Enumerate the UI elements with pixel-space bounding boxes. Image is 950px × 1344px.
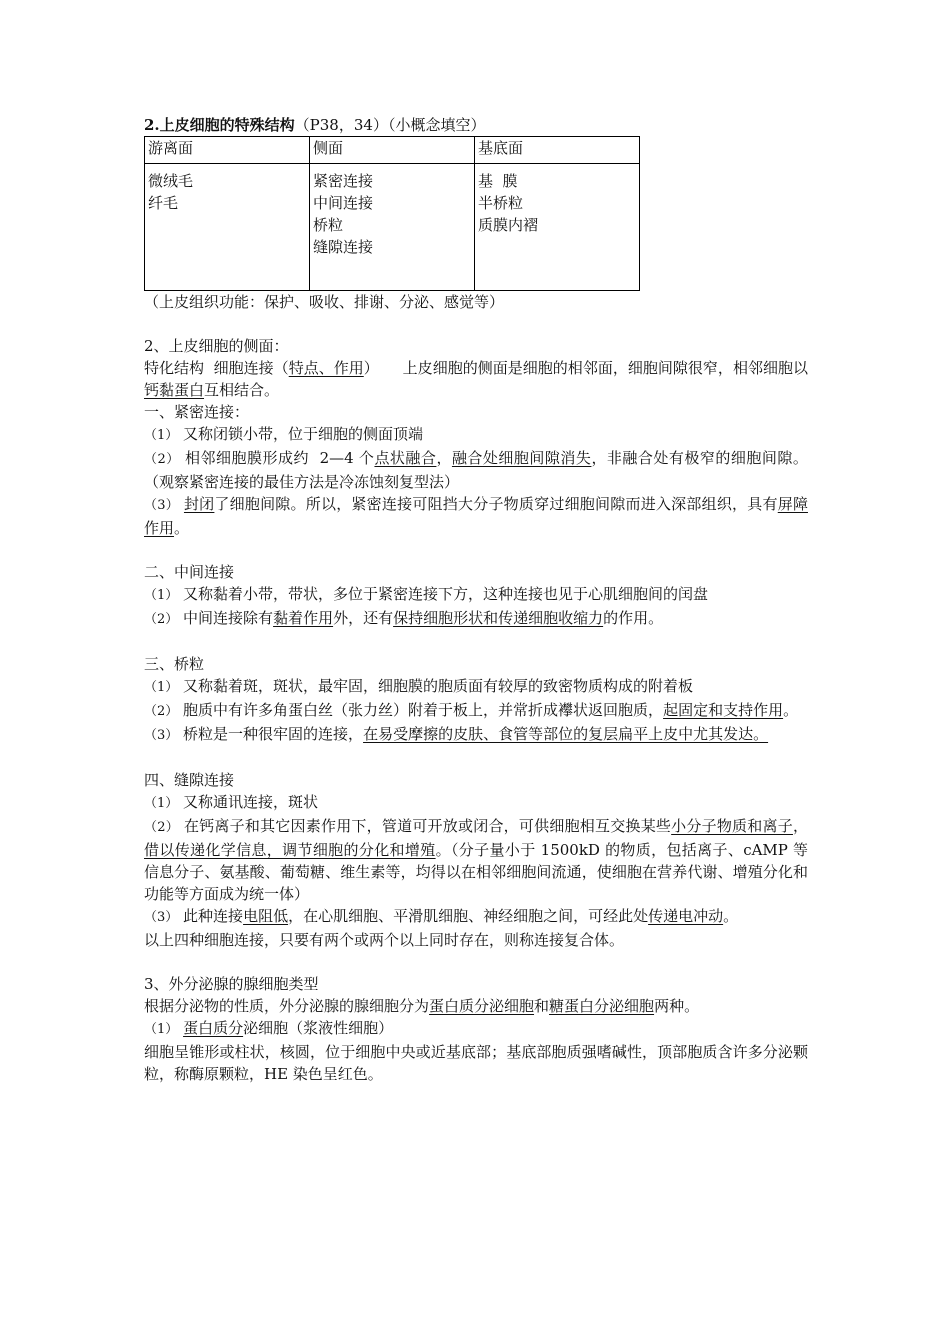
cell-item: 基 膜 [478,172,518,190]
underlined-term: 保持细胞形状和传递细胞收缩力 [393,609,604,627]
junction-summary: 以上四种细胞连接，只要有两个或两个以上同时存在，则称连接复合体。 [144,931,625,949]
cell-item: 紧密连接 [313,172,374,190]
item-number: （1） [144,428,179,443]
section-title-bold: 2.上皮细胞的特殊结构 [144,116,295,134]
lateral-heading: 2、上皮细胞的侧面： [144,337,289,355]
spacer [144,631,808,653]
underlined-term: 特点、作用 [288,359,364,377]
cell-item: 中间连接 [313,194,374,212]
underlined-term: 传递电冲动 [648,907,724,925]
item-number: （3） [144,910,179,925]
underlined-term: 屏障作用 [144,495,808,537]
text-run: 在钙离子和其它因素作用下，管道可开放或闭合，可供细胞相互交换某些 [178,817,672,835]
text-run: ， [436,449,452,467]
list-item [144,1017,808,1041]
tight-junction-heading: 一、紧密连接： [144,403,250,421]
desmosome-heading: 三、桥粒 [144,655,205,673]
text-run: 外，还有 [333,609,394,627]
item-number: （2） [144,612,179,627]
structure-table [144,136,640,291]
underlined-term: 黏着作用 [273,609,334,627]
header-basal-surface: 基底面 [475,137,640,164]
cell-item: 微绒毛 [148,172,194,190]
list-item [144,493,808,539]
section-title [144,114,808,136]
lateral-intro [144,357,808,401]
item-number: （1） [144,796,179,811]
gap-junction-heading: 四、缝隙连接 [144,771,235,789]
gland-intro [144,995,808,1017]
underlined-term: 封闭 [183,495,215,513]
list-item [144,815,808,905]
header-lateral-surface: 侧面 [310,137,475,164]
list-item [144,423,808,447]
text-run: 此种连接 [178,907,244,925]
text-run: 互相结合。 [204,381,280,399]
text-run: 桥粒是一种很牢固的连接， [178,725,364,743]
text-run: 特化结构 细胞连接（ [144,359,289,377]
cell-description: 细胞呈锥形或柱状，核圆，位于细胞中央或近基底部；基底部胞质强嗜碱性，顶部胞质含许多分泌颗粒，称酶原颗粒，HE 染色呈红色。 [144,1043,808,1083]
spacer [144,313,808,335]
list-item [144,723,808,747]
list-item [144,905,808,929]
intermediate-junction-heading: 二、中间连接 [144,563,235,581]
text-run: 又称黏着小带，带状，多位于紧密连接下方，这种连接也见于心肌细胞间的闰盘 [178,585,709,603]
document-page [144,114,808,1085]
spacer [144,747,808,769]
underlined-term: 钙黏蛋白 [144,381,205,399]
item-number: （1） [144,680,179,695]
underlined-term: 糖蛋白分泌细胞 [549,997,655,1015]
list-item [144,447,808,493]
list-item [144,607,808,631]
underlined-term: 蛋白质分 [183,1019,244,1037]
text-run: 中间连接除有 [178,609,274,627]
list-item [144,675,808,699]
item-number: （3） [144,728,179,743]
text-run: 胞质中有许多角蛋白丝（张力丝）附着于板上，并常折成襻状返回胞质， [178,701,664,719]
text-run: 两种。 [654,997,700,1015]
cell-item: 质膜内褶 [478,216,539,234]
text-run: 又称黏着斑，斑状，最牢固，细胞膜的胞质面有较厚的致密物质构成的附着板 [178,677,694,695]
section-title-note: （P38，34）（小概念填空） [294,116,486,134]
text-run: 泌细胞（浆液性细胞） [243,1019,394,1037]
text-run: ，非融合处有极窄的细胞间隙。（观察紧密连接的最佳方法是冷冻蚀刻复型法） [144,449,808,491]
text-run: ） 上皮细胞的侧面是细胞的相邻面，细胞间隙很窄，相邻细胞以 [363,359,808,377]
text-run: 。 [783,701,799,719]
text-run: 了细胞间隙。所以，紧密连接可阻挡大分子物质穿过细胞间隙而进入深部组织，具有 [214,495,778,513]
underlined-term: 起固定和支持作用 [663,701,784,719]
gland-heading: 3、外分泌腺的腺细胞类型 [144,975,319,993]
list-item [144,699,808,723]
cell-item: 桥粒 [313,216,344,234]
cell-item: 半桥粒 [478,194,524,212]
text-run: 相邻细胞膜形成约 2—4 个 [179,449,375,467]
list-item [144,791,808,815]
cell-basal-surface [475,164,640,291]
cell-free-surface [145,164,310,291]
underlined-term: 蛋白质分泌细胞 [429,997,535,1015]
table-content-row [145,164,640,291]
text-run: ， [792,817,808,835]
text-run: 。（分子量小于 1500kD 的物质，包括离子、cAMP 等信息分子、氨基酸、葡萄糖、维生素等，均得以在相邻细胞间流通，使细胞在营养代谢、增殖分化和功能等方面成为统一体） [144,841,808,903]
item-number: （2） [144,452,180,467]
underlined-term: 点状融合 [374,449,437,467]
cell-item: 纤毛 [148,194,179,212]
text-run: 根据分泌物的性质，外分泌腺的腺细胞分为 [144,997,430,1015]
cell-item: 缝隙连接 [313,238,374,256]
spacer [144,951,808,973]
function-note: （上皮组织功能：保护、吸收、排谢、分泌、感觉等） [144,293,505,311]
cell-lateral-surface [310,164,475,291]
item-number: （1） [144,588,179,603]
text-run: 又称通讯连接，斑状 [178,793,319,811]
header-free-surface: 游离面 [145,137,310,164]
underlined-term: 电阻低 [243,907,289,925]
underlined-term: 小分子物质和离子 [671,817,793,835]
item-number: （1） [144,1022,179,1037]
text-run: 又称闭锁小带，位于细胞的侧面顶端 [178,425,424,443]
underlined-term: 在易受摩擦的皮肤、食管等部位的复层扁平上皮中尤其发达。 [363,725,769,743]
text-run: 和 [534,997,550,1015]
item-number: （3） [144,498,179,513]
text-run: 。 [174,519,190,537]
spacer [144,539,808,561]
underlined-term: 融合处细胞间隙消失 [451,449,592,467]
text-run: 的作用。 [603,609,664,627]
text-run: ，在心肌细胞、平滑肌细胞、神经细胞之间，可经此处 [288,907,649,925]
item-number: （2） [144,820,179,835]
table-header-row [145,137,640,164]
text-run: 。 [723,907,739,925]
item-number: （2） [144,704,179,719]
list-item [144,583,808,607]
underlined-term: 借以传递化学信息，调节细胞的分化和增殖 [144,841,436,859]
